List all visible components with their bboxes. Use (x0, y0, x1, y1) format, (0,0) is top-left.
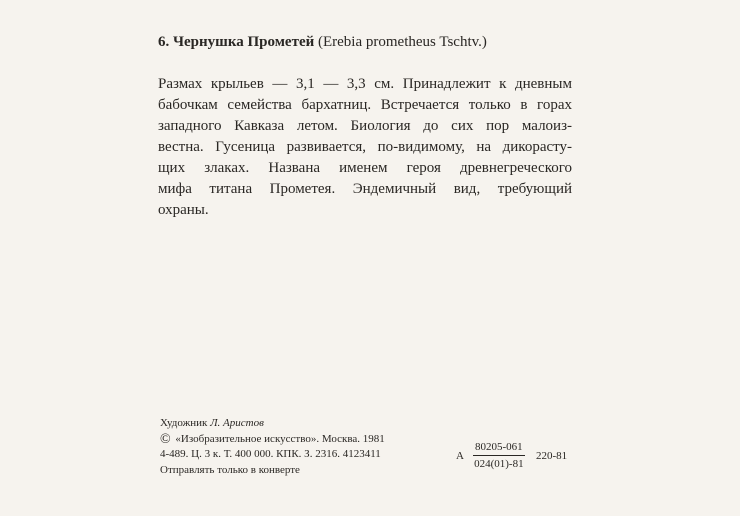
description-line: мифа титана Прометея. Эндемичный вид, требующий (158, 181, 572, 197)
description-line: западного Кавказа летом. Биология до сих пор малоиз- (158, 118, 572, 134)
imprint-block (160, 416, 385, 478)
publisher-line (160, 432, 385, 448)
artist-label: Художник (160, 417, 208, 429)
catalog-letter: А (456, 450, 464, 462)
artist-credit (160, 416, 385, 432)
description-line: щих злаках. Названа именем героя древнегреческого (158, 160, 572, 176)
catalog-numerator: 80205-061 (473, 441, 525, 456)
species-heading (158, 32, 487, 52)
species-name: Чернушка Прометей (173, 34, 315, 50)
description-line: Размах крыльев — 3,1 — 3,3 см. Принадлежит к дневным (158, 76, 572, 92)
species-latin-name: (Erebia prometheus Tschtv.) (318, 34, 487, 50)
catalog-denominator: 024(01)-81 (474, 458, 524, 470)
mail-note: Отправлять только в конверте (160, 463, 300, 476)
publisher-text: «Изобразительное искусство». Москва. 1981 (175, 432, 385, 445)
catalog-fraction (473, 441, 525, 471)
species-number: 6. (158, 34, 170, 50)
description-line: вестна. Гусеница развивается, по-видимому, на дикорасту- (158, 139, 572, 155)
artist-name: Л. Аристов (210, 417, 264, 429)
print-info: 4-489. Ц. 3 к. Т. 400 000. КПК. З. 2316. 4123411 (160, 448, 381, 460)
catalog-suffix: 220-81 (536, 450, 568, 462)
copyright-icon: © (160, 431, 171, 447)
description-line: охраны. (158, 202, 209, 218)
description-line: бабочкам семейства бархатниц. Встречается только в горах (158, 97, 572, 113)
species-description (158, 74, 572, 221)
